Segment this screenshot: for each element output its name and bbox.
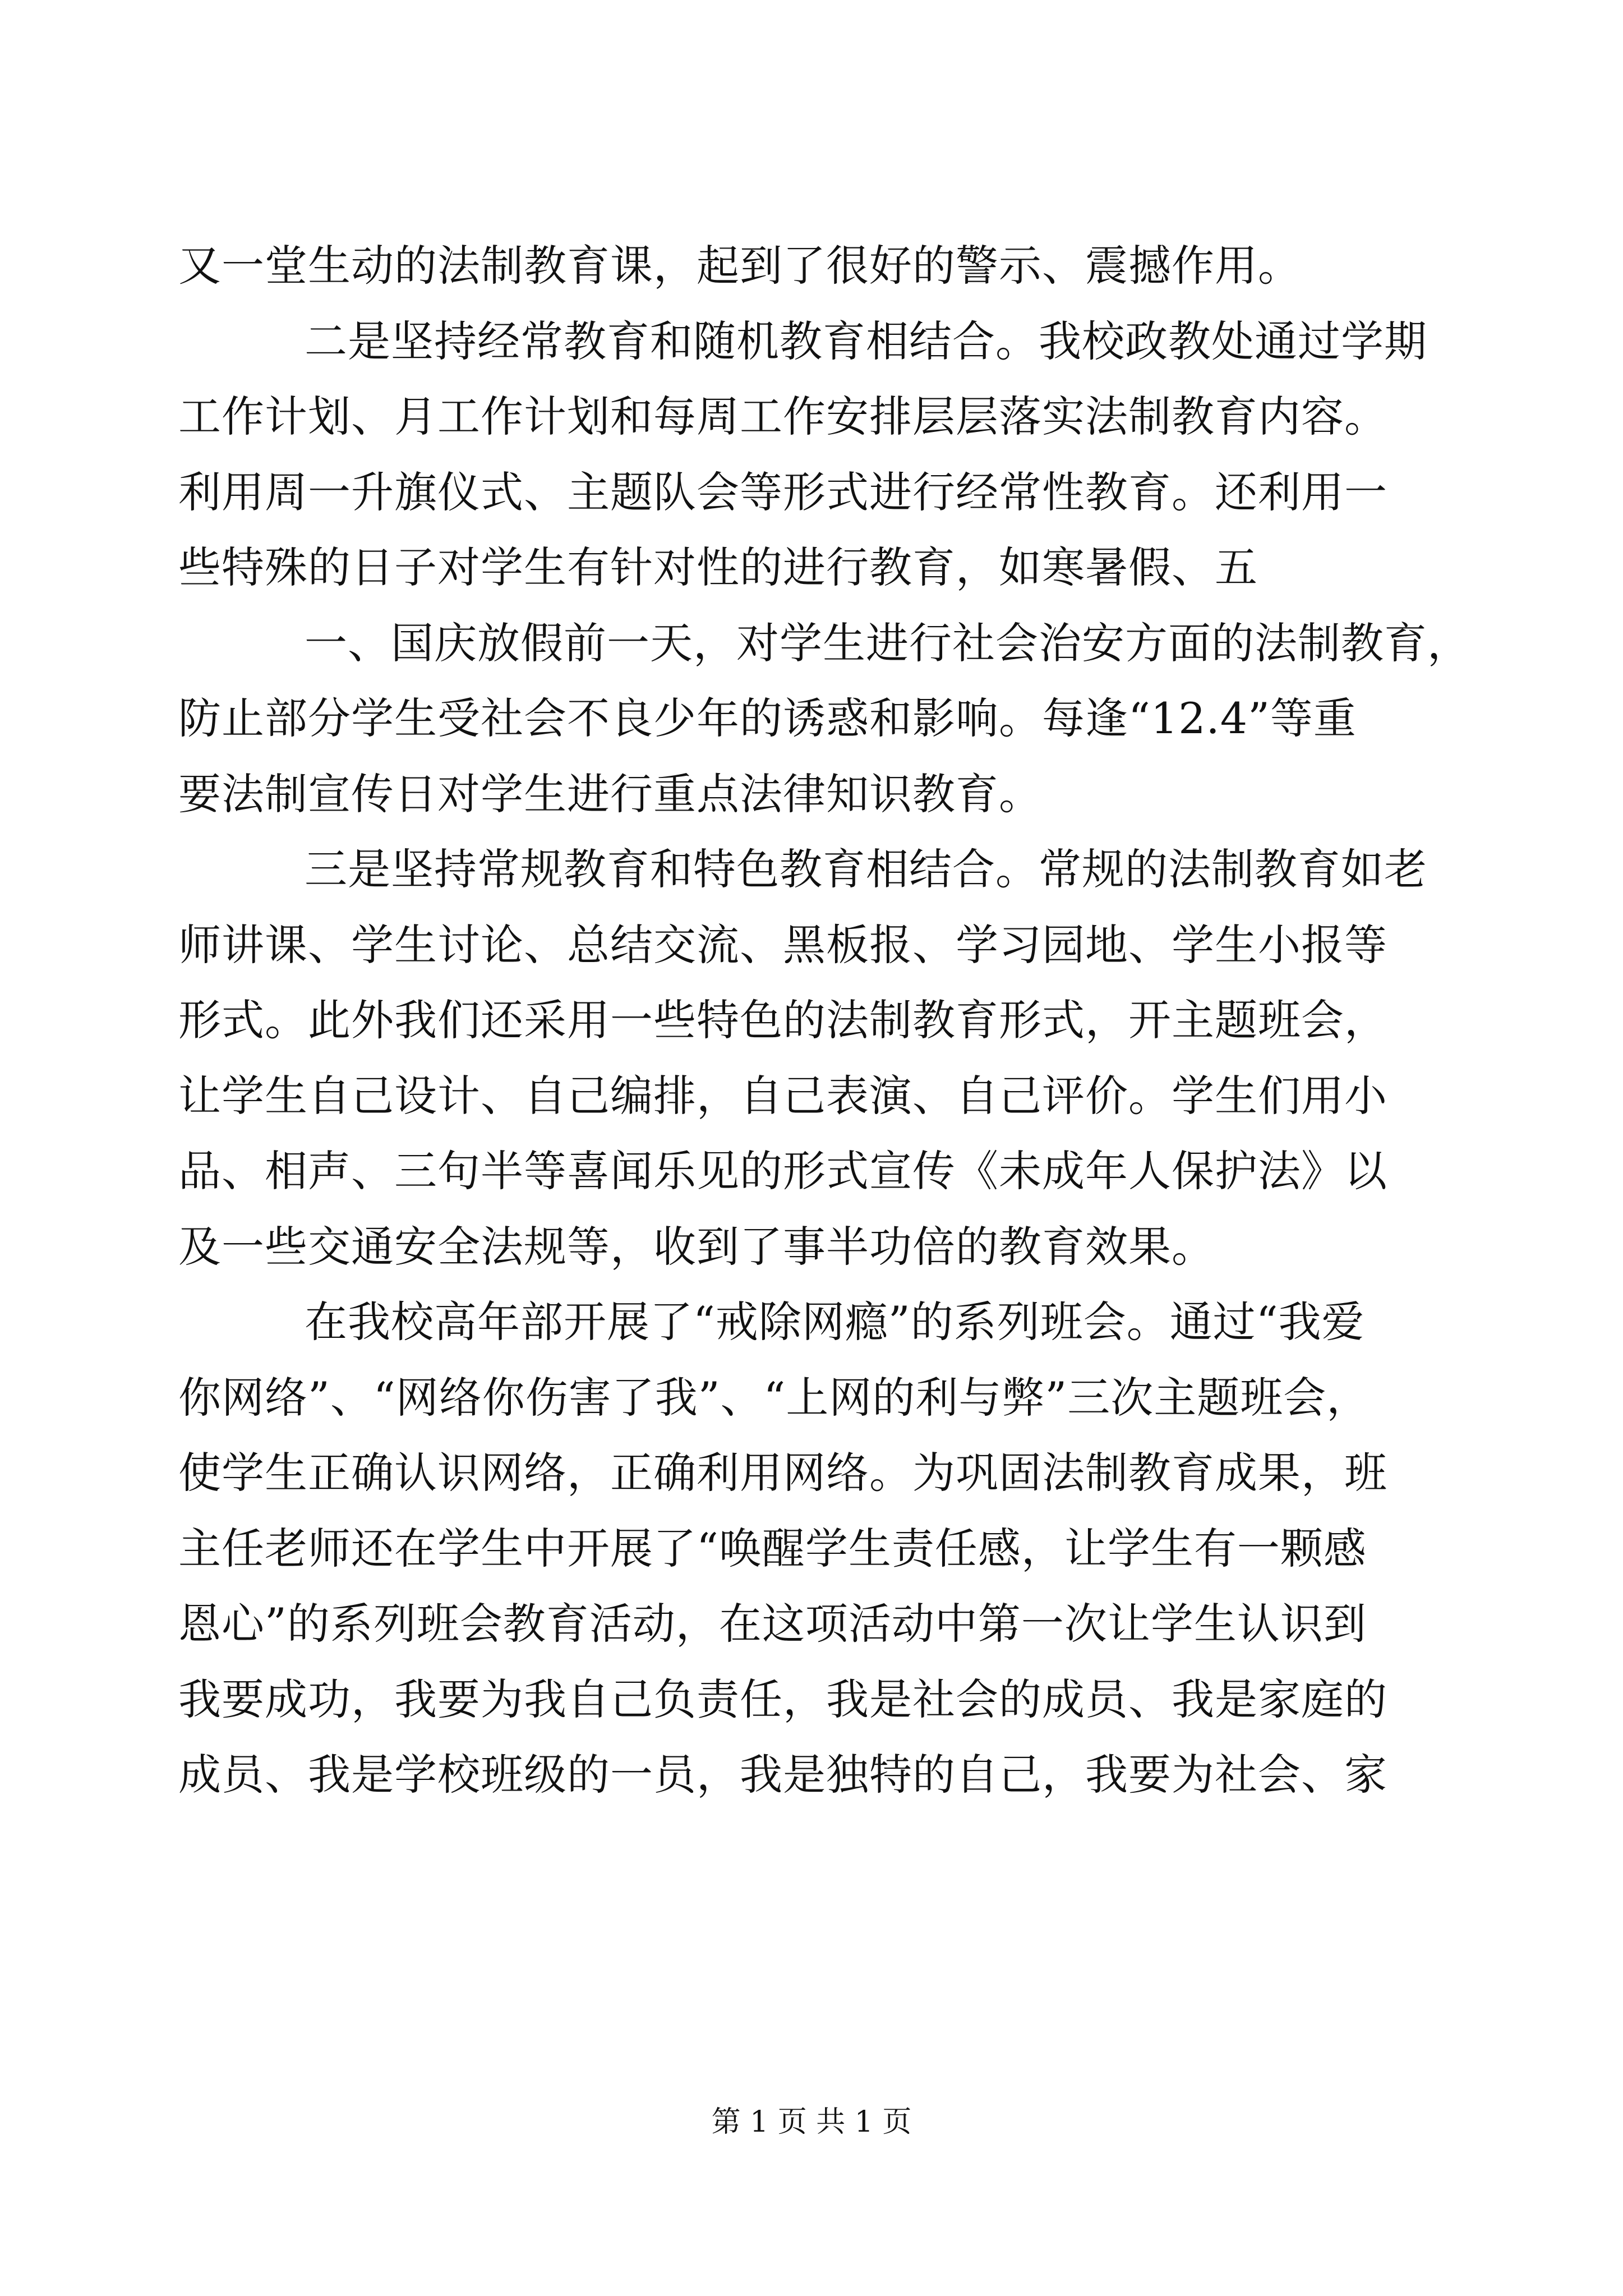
text-line: 师讲课、学生讨论、总结交流、黑板报、学习园地、学生小报等 xyxy=(178,919,1387,970)
text-line: 品、相声、三句半等喜闻乐见的形式宣传《未成年人保护法》以 xyxy=(178,1146,1387,1196)
text-line: 工作计划、月工作计划和每周工作安排层层落实法制教育内容。 xyxy=(178,392,1387,441)
paragraph-start-line: 三是坚持常规教育和特色教育相结合。常规的法制教育如老 xyxy=(305,844,1427,894)
text-line: 我要成功，我要为我自己负责任，我是社会的成员、我是家庭的 xyxy=(178,1674,1387,1724)
text-line: 成员、我是学校班级的一员，我是独特的自己，我要为社会、家 xyxy=(178,1750,1387,1800)
paragraph-start-line: 二是坚持经常教育和随机教育相结合。我校政教处通过学期 xyxy=(305,316,1427,366)
text-line: 你网络”、“网络你伤害了我”、“上网的利与弊”三次主题班会， xyxy=(178,1372,1370,1423)
text-line: 防止部分学生受社会不良少年的诱惑和影响。每逢“12.4”等重 xyxy=(178,693,1357,743)
text-line: 让学生自己设计、自己编排，自己表演、自己评价。学生们用小 xyxy=(178,1070,1387,1121)
text-line: 使学生正确认识网络，正确利用网络。为巩固法制教育成果，班 xyxy=(178,1448,1387,1498)
text-line: 些特殊的日子对学生有针对性的进行教育，如寒暑假、五 xyxy=(178,542,1258,592)
text-line: 主任老师还在学生中开展了“唤醒学生责任感，让学生有一颗感 xyxy=(178,1523,1367,1573)
text-line: 及一些交通安全法规等，收到了事半功倍的教育效果。 xyxy=(178,1221,1215,1272)
document-body xyxy=(178,228,1470,1813)
text-line: 要法制宣传日对学生进行重点法律知识教育。 xyxy=(178,769,1042,819)
paragraph-start-line: 在我校高年部开展了“戒除网瘾”的系列班会。通过“我爱 xyxy=(305,1297,1365,1347)
paragraph-start-line: 一、国庆放假前一天，对学生进行社会治安方面的法制教育， xyxy=(305,618,1470,668)
text-line: 形式。此外我们还采用一些特色的法制教育形式，开主题班会， xyxy=(178,995,1387,1045)
text-line: 恩心”的系列班会教育活动，在这项活动中第一次让学生认识到 xyxy=(178,1599,1367,1649)
page-number-footer: 第 1 页 共 1 页 xyxy=(711,2105,912,2139)
text-line: 利用周一升旗仪式、主题队会等形式进行经常性教育。还利用一 xyxy=(178,467,1387,517)
text-line: 又一堂生动的法制教育课，起到了很好的警示、震撼作用。 xyxy=(178,241,1301,291)
